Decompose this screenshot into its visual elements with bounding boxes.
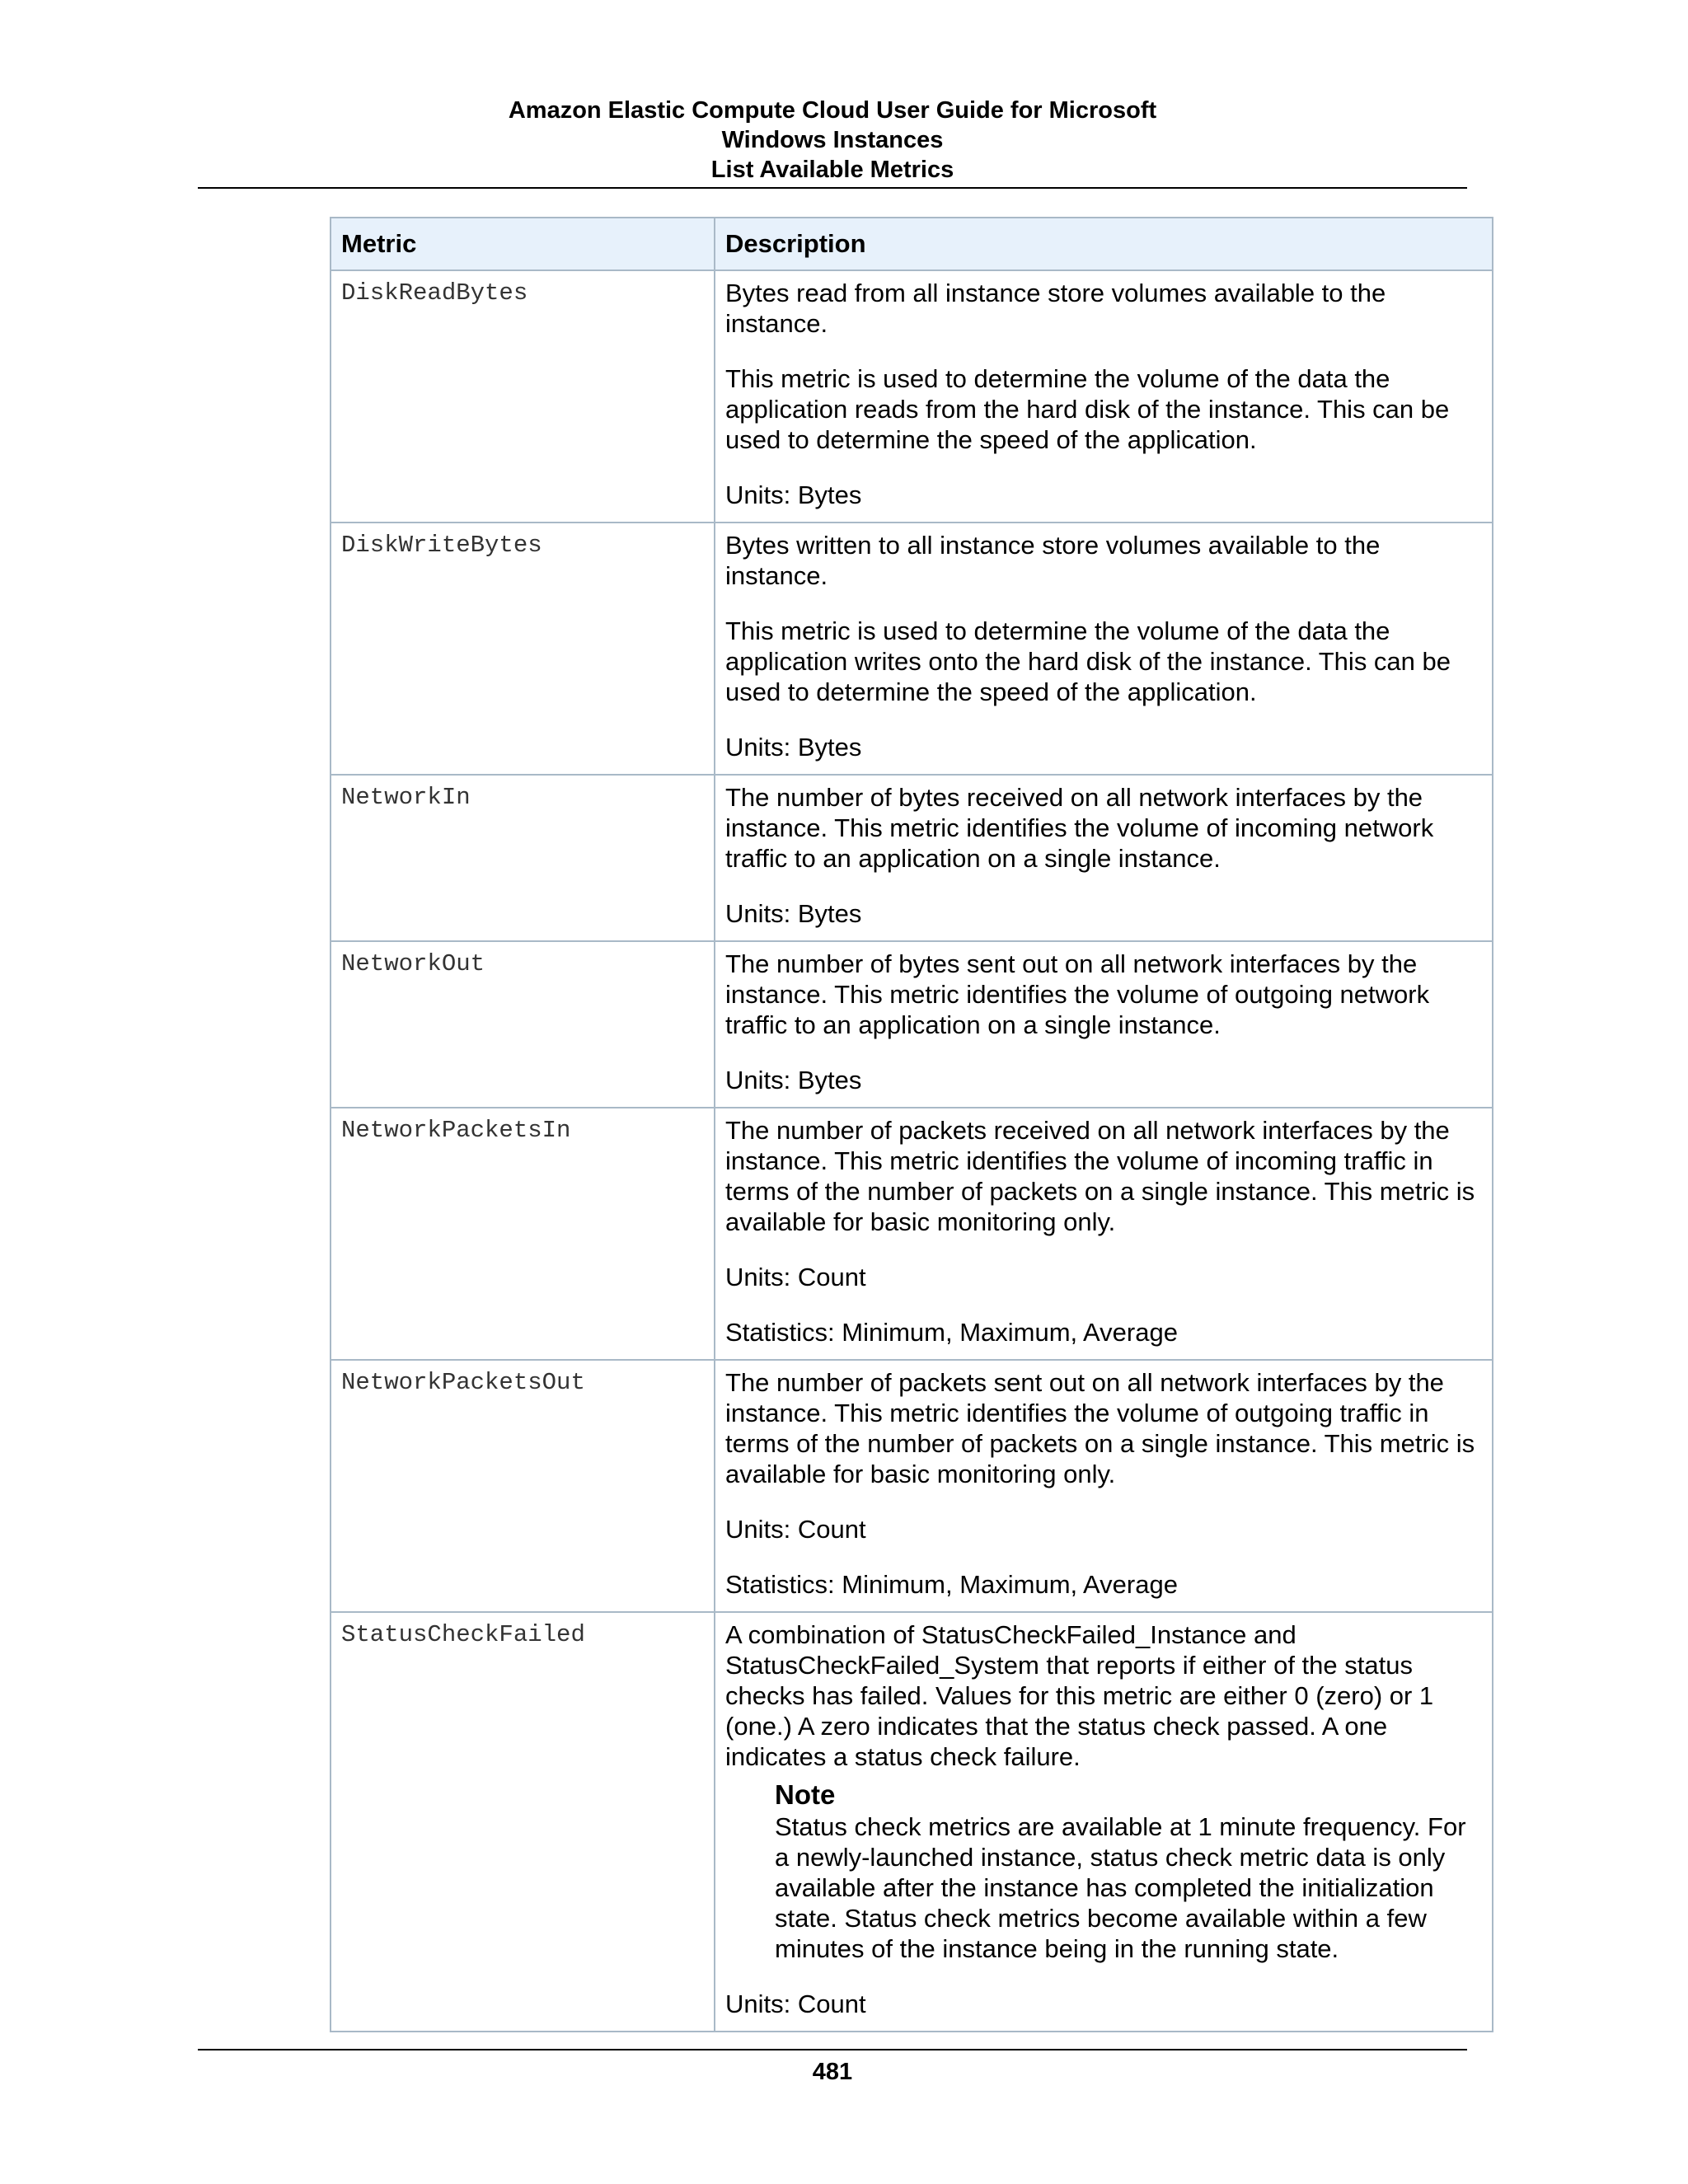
metric-name: DiskReadBytes (331, 270, 715, 523)
table-row (331, 941, 1493, 1108)
footer-divider (198, 2049, 1467, 2050)
description-text: The number of packets received on all network interfaces by the instance. This metric identifies the volume of incoming traffic in terms of the number of packets on a single instance. This metric is available for basic monitoring only. (725, 1116, 1475, 1236)
table-row (331, 1108, 1493, 1360)
units-text: Units: Bytes (725, 899, 862, 928)
page-number: 481 (812, 2059, 853, 2085)
table-row (331, 270, 1493, 523)
description-text: The number of bytes received on all network interfaces by the instance. This metric identifies the volume of incoming network traffic to an application on a single instance. (725, 783, 1434, 873)
metric-description (715, 1612, 1493, 2032)
statistics-text: Statistics: Minimum, Maximum, Average (725, 1318, 1178, 1347)
note-title: Note (775, 1779, 836, 1810)
table-header-row (331, 218, 1493, 270)
description-text: The number of bytes sent out on all network interfaces by the instance. This metric identifies the volume of outgoing network traffic to an application on a single instance. (725, 949, 1430, 1039)
table-row (331, 1612, 1493, 2032)
units-text: Units: Count (725, 1515, 866, 1544)
table-row (331, 523, 1493, 775)
metric-name: NetworkIn (331, 775, 715, 941)
metric-name: NetworkPacketsOut (331, 1360, 715, 1612)
metric-description (715, 941, 1493, 1108)
column-header-description: Description (715, 218, 1493, 270)
description-text: This metric is used to determine the volume of the data the application reads from the hard disk of the instance. This can be used to determine the speed of the application. (725, 364, 1450, 454)
description-text: The number of packets sent out on all network interfaces by the instance. This metric identifies the volume of outgoing traffic in terms of the number of packets on a single instance. This metric is available for basic monitoring only. (725, 1368, 1475, 1488)
metric-name: DiskWriteBytes (331, 523, 715, 775)
metric-name: StatusCheckFailed (331, 1612, 715, 2032)
description-text: Bytes written to all instance store volumes available to the instance. (725, 531, 1381, 590)
units-text: Units: Count (725, 1990, 866, 2018)
section-title: List Available Metrics (710, 157, 954, 183)
table-row (331, 775, 1493, 941)
doc-subtitle: Windows Instances (721, 127, 944, 153)
metric-name: NetworkOut (331, 941, 715, 1108)
table-row (331, 1360, 1493, 1612)
statistics-text: Statistics: Minimum, Maximum, Average (725, 1570, 1178, 1599)
units-text: Units: Bytes (725, 480, 862, 509)
page-header (198, 96, 1467, 185)
note-box (775, 1779, 1482, 1964)
metric-description (715, 1108, 1493, 1360)
metric-description (715, 1360, 1493, 1612)
doc-title: Amazon Elastic Compute Cloud User Guide for Microsoft (508, 97, 1157, 124)
units-text: Units: Bytes (725, 733, 862, 762)
units-text: Units: Count (725, 1263, 866, 1291)
description-text: A combination of StatusCheckFailed_Instance and StatusCheckFailed_System that reports if either of the status checks has failed. Values for this metric are either 0 (zero) or 1 (one.) A zero indicates that the status check passed. A one indicates a status check failure. (725, 1620, 1434, 1771)
metrics-table (330, 217, 1493, 2032)
header-divider (198, 187, 1467, 189)
description-text: Bytes read from all instance store volumes available to the instance. (725, 279, 1386, 338)
metric-description (715, 775, 1493, 941)
description-text: This metric is used to determine the volume of the data the application writes onto the hard disk of the instance. This can be used to determine the speed of the application. (725, 616, 1451, 706)
column-header-metric: Metric (331, 218, 715, 270)
metric-name: NetworkPacketsIn (331, 1108, 715, 1360)
metric-description (715, 523, 1493, 775)
note-text: Status check metrics are available at 1 minute frequency. For a newly-launched instance, status check metric data is only available after the instance has completed the initialization state. Status check metrics become available within a few minutes of the instance being in the running state. (775, 1812, 1466, 1963)
metric-description (715, 270, 1493, 523)
units-text: Units: Bytes (725, 1066, 862, 1094)
